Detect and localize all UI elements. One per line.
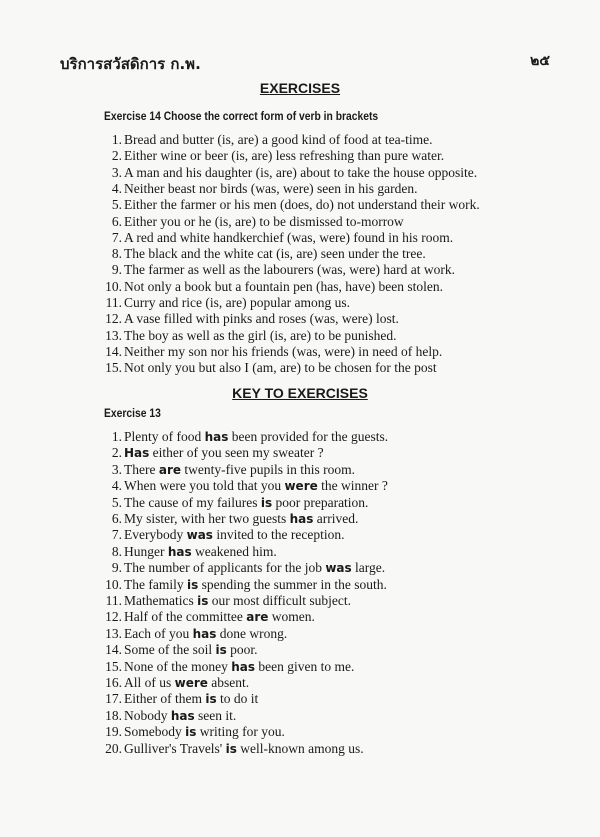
item-text: The boy as well as the girl (is, are) to be punished. <box>124 327 397 343</box>
item-text <box>124 741 364 757</box>
item-text <box>124 445 324 461</box>
answer-verb: is <box>185 725 197 740</box>
item-text <box>124 691 258 707</box>
exercise-14-subheading <box>104 109 378 123</box>
item-number: 10. <box>105 576 122 592</box>
sentence-start: The number of applicants for the job <box>124 560 326 576</box>
item-number: 11. <box>105 593 122 608</box>
item-text <box>124 659 354 675</box>
item-text <box>124 626 287 642</box>
sentence-start: Some of the soil <box>124 642 216 658</box>
item-number: 6. <box>111 511 122 526</box>
answer-verb: were <box>174 676 208 690</box>
item-text: Either wine or beer (is, are) less refreshing than pure water. <box>124 148 445 164</box>
answer-verb: is <box>260 495 273 510</box>
item-text <box>124 724 285 740</box>
item-text: Either the farmer or his men (does, do) not understand their work. <box>124 197 480 213</box>
sentence-end: large. <box>351 560 386 576</box>
item-text <box>124 560 385 576</box>
sentence-start: Half of the committee <box>124 609 247 625</box>
answer-verb: has <box>170 708 195 723</box>
answer-verb: Has <box>124 446 150 461</box>
page-number: ๒๕ <box>530 53 550 69</box>
item-number: 5. <box>111 197 122 213</box>
item-number: 15. <box>105 360 122 376</box>
exercise-14-instruction: Choose the correct form of verb in brackets <box>163 109 379 123</box>
sentence-start: Either of them <box>124 691 206 707</box>
sentence-end: poor. <box>226 642 258 658</box>
item-number: 13. <box>105 625 122 641</box>
running-header: บริการสวัสดิการ ก.พ. <box>60 55 201 73</box>
item-number: 12. <box>105 609 122 625</box>
item-text <box>124 642 258 658</box>
item-number: 1. <box>111 429 122 444</box>
item-number: 8. <box>111 246 122 262</box>
item-number: 6. <box>111 213 122 229</box>
exercise-14-label: Exercise 14 <box>104 109 161 123</box>
sentence-end: to do it <box>216 691 259 707</box>
sentence-start: The cause of my failures <box>124 494 261 510</box>
sentence-start: Each of you <box>124 625 193 641</box>
item-text: Either you or he (is, are) to be dismissed to-morrow <box>124 213 404 229</box>
answer-verb: has <box>289 512 314 526</box>
item-text <box>124 609 315 625</box>
sentence-end: done wrong. <box>216 625 288 641</box>
answer-verb: is <box>225 741 237 756</box>
answer-verb: has <box>167 544 192 559</box>
sentence-end: the winner ? <box>317 478 388 494</box>
answer-verb: has <box>204 430 229 444</box>
item-number: 8. <box>111 543 122 559</box>
item-number: 2. <box>111 445 122 461</box>
item-text: Neither beast nor birds (was, were) seen in his garden. <box>124 180 418 196</box>
sentence-end: spending the summer in the south. <box>198 576 387 592</box>
item-number: 13. <box>105 327 122 343</box>
key-heading: KEY TO EXERCISES <box>232 385 368 401</box>
sentence-end: women. <box>268 609 315 625</box>
item-number: 18. <box>105 707 122 723</box>
answer-verb: was <box>325 561 352 576</box>
item-text <box>124 478 388 494</box>
sentence-end: poor preparation. <box>272 494 369 510</box>
item-text <box>124 511 358 527</box>
item-number: 9. <box>111 560 122 576</box>
item-text: Neither my son nor his friends (was, were) in need of help. <box>124 343 443 359</box>
answer-verb: are <box>158 462 182 477</box>
item-text <box>124 527 345 543</box>
item-number: 15. <box>105 658 122 674</box>
item-number: 16. <box>105 675 122 690</box>
item-number: 1. <box>111 132 122 147</box>
item-number: 4. <box>111 478 122 494</box>
item-number: 2. <box>111 148 122 164</box>
sentence-start: When were you told that you <box>124 478 285 494</box>
answer-verb: is <box>197 594 209 608</box>
sentence-start: Everybody <box>124 527 187 543</box>
sentence-start: The family <box>124 576 187 592</box>
sentence-start: My sister, with her two guests <box>124 511 290 526</box>
item-number: 11. <box>105 295 122 310</box>
answer-verb: is <box>186 577 199 592</box>
item-number: 20. <box>105 740 122 756</box>
answer-verb: were <box>284 479 318 494</box>
item-number: 3. <box>111 461 122 477</box>
sentence-end: writing for you. <box>196 724 285 740</box>
item-number: 5. <box>111 494 122 510</box>
sentence-end: weakened him. <box>191 543 277 559</box>
item-number: 10. <box>105 278 122 294</box>
sentence-end: absent. <box>207 675 250 690</box>
item-text: A red and white handkerchief (was, were) found in his room. <box>124 229 454 245</box>
answer-verb: is <box>215 643 227 658</box>
sentence-end: our most difficult subject. <box>208 593 351 608</box>
sentence-start: None of the money <box>124 658 232 674</box>
answer-verb: is <box>205 692 217 707</box>
item-number: 14. <box>105 642 122 658</box>
sentence-start: Hunger <box>124 543 168 559</box>
item-text <box>124 708 236 724</box>
sentence-end: either of you seen my sweater ? <box>149 445 324 461</box>
item-text <box>124 544 277 560</box>
item-text: Not only a book but a fountain pen (has, have) been stolen. <box>124 278 444 294</box>
item-text <box>124 577 387 593</box>
item-text: Not only you but also I (am, are) to be chosen for the post <box>124 360 437 376</box>
sentence-end: been given to me. <box>255 658 355 674</box>
sentence-start: Mathematics <box>124 593 198 608</box>
sentence-end: well-known among us. <box>236 740 364 756</box>
item-number: 7. <box>111 229 122 245</box>
sentence-start: Nobody <box>124 707 171 723</box>
item-number: 3. <box>111 164 122 180</box>
item-text <box>124 462 355 478</box>
answer-verb: has <box>192 626 217 641</box>
answer-verb: are <box>246 610 269 625</box>
answer-verb: was <box>186 528 213 543</box>
exercises-heading: EXERCISES <box>259 80 341 96</box>
item-text: Curry and rice (is, are) popular among us. <box>124 295 351 310</box>
exercise-13-subheading: Exercise 13 <box>104 406 161 420</box>
sentence-end: seen it. <box>194 707 237 723</box>
item-text <box>124 593 351 609</box>
item-text <box>124 429 388 445</box>
item-number: 19. <box>105 724 122 740</box>
item-number: 14. <box>105 343 122 359</box>
sentence-end: twenty-five pupils in this room. <box>181 461 355 477</box>
item-text: The farmer as well as the labourers (was, were) hard at work. <box>124 262 455 278</box>
sentence-start: Somebody <box>124 724 186 740</box>
sentence-start: Plenty of food <box>124 429 205 444</box>
item-text: Bread and butter (is, are) a good kind of food at tea-time. <box>124 132 433 147</box>
item-text: A man and his daughter (is, are) about to take the house opposite. <box>124 164 478 180</box>
sentence-end: invited to the reception. <box>212 527 345 543</box>
sentence-start: There <box>124 461 159 477</box>
item-text <box>124 675 249 691</box>
item-number: 17. <box>105 691 122 707</box>
sentence-end: been provided for the guests. <box>228 429 389 444</box>
sentence-end: arrived. <box>313 511 359 526</box>
sentence-start: All of us <box>124 675 175 690</box>
item-text <box>124 495 368 511</box>
item-number: 12. <box>105 311 122 327</box>
sentence-start: Gulliver's Travels' <box>124 740 226 756</box>
item-text: The black and the white cat (is, are) seen under the tree. <box>124 246 426 262</box>
item-text: A vase filled with pinks and roses (was, were) lost. <box>124 311 399 327</box>
answer-verb: has <box>231 659 256 674</box>
item-number: 7. <box>111 527 122 543</box>
item-number: 9. <box>111 262 122 278</box>
item-number: 4. <box>111 180 122 196</box>
